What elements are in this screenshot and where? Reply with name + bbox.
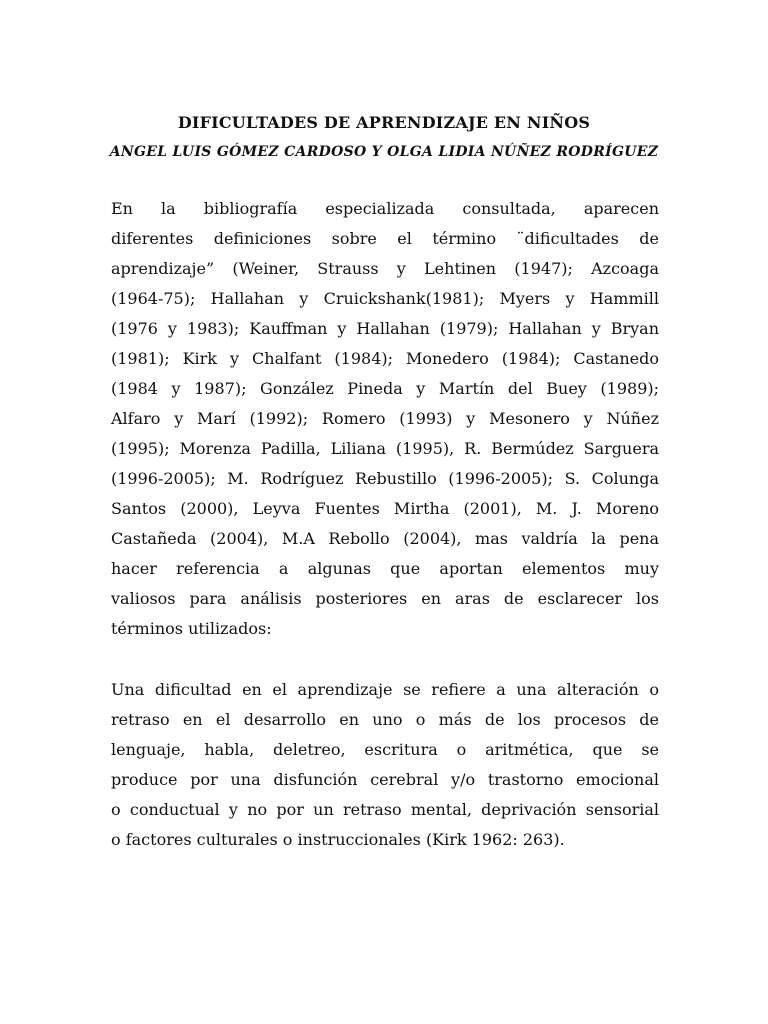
paragraph-line: o conductual y no por un retraso mental, deprivación sensorial <box>111 800 659 819</box>
paragraph-line: (1995); Morenza Padilla, Liliana (1995), R. Bermúdez Sarguera <box>111 439 659 458</box>
paragraph-line: produce por una disfunción cerebral y/o trastorno emocional <box>111 770 659 789</box>
paragraph-line: Santos (2000), Leyva Fuentes Mirtha (2001), M. J. Moreno <box>111 499 659 518</box>
paragraph-line: Alfaro y Marí (1992); Romero (1993) y Mesonero y Núñez <box>111 409 659 428</box>
paragraph-line: Castañeda (2004), M.A Rebollo (2004), mas valdría la pena <box>111 529 659 548</box>
paragraph-line: retraso en el desarrollo en uno o más de los procesos de <box>111 710 659 729</box>
paragraph-line: (1976 y 1983); Kauffman y Hallahan (1979); Hallahan y Bryan <box>111 319 659 338</box>
paragraph-line: Una dificultad en el aprendizaje se refiere a una alteración o <box>111 680 659 699</box>
document-authors: ANGEL LUIS GÓMEZ CARDOSO Y OLGA LIDIA NÚÑEZ RODRÍGUEZ <box>109 144 659 160</box>
document-title: DIFICULTADES DE APRENDIZAJE EN NIÑOS <box>177 113 591 132</box>
paragraph-line: (1984 y 1987); González Pineda y Martín del Buey (1989); <box>111 379 659 398</box>
paragraph-line: diferentes definiciones sobre el término ¨dificultades de <box>111 229 659 248</box>
paragraph-2 <box>111 675 659 855</box>
paragraph-line-last: términos utilizados: <box>111 619 272 638</box>
paragraph-line: En la bibliografía especializada consultada, aparecen <box>111 199 659 218</box>
paragraph-line: lenguaje, habla, deletreo, escritura o aritmética, que se <box>111 740 659 759</box>
paragraph-line: valiosos para análisis posteriores en aras de esclarecer los <box>111 589 659 608</box>
paragraph-1 <box>111 194 659 644</box>
paragraph-line: hacer referencia a algunas que aportan elementos muy <box>111 559 659 578</box>
paragraph-line-last: o factores culturales o instruccionales (Kirk 1962: 263). <box>111 830 565 849</box>
paragraph-line: (1996-2005); M. Rodríguez Rebustillo (1996-2005); S. Colunga <box>111 469 659 488</box>
paragraph-line: (1981); Kirk y Chalfant (1984); Monedero (1984); Castanedo <box>111 349 659 368</box>
paragraph-line: (1964-75); Hallahan y Cruickshank(1981); Myers y Hammill <box>111 289 659 308</box>
paragraph-line: aprendizaje” (Weiner, Strauss y Lehtinen (1947); Azcoaga <box>111 259 659 278</box>
